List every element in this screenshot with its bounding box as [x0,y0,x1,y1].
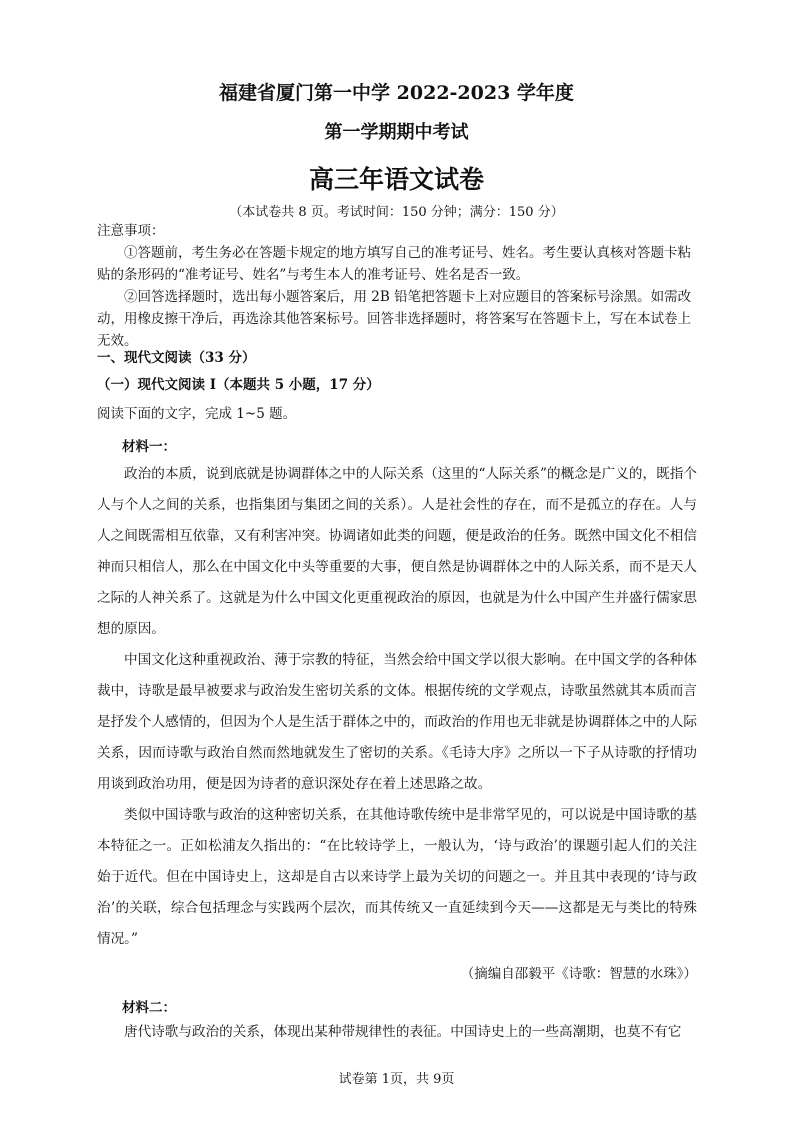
page-footer: 试卷第 1页，共 9页 [338,1072,455,1087]
notice-heading: 注意事项： [97,223,165,239]
exam-info: （本试卷共 8 页。考试时间：150 分钟；满分：150 分） [229,205,564,220]
material-1-source: （摘编自邵毅平《诗歌：智慧的水珠》） [460,966,697,982]
material-1-paragraph-3: 类似中国诗歌与政治的这种密切关系，在其他诗歌传统中是非常罕见的，可以说是中国诗歌的基本特征之一。正如松浦友久指出的：“在比较诗学上，一般认为，‘诗与政治’的课题引起人们的关注始于近代。但在中国诗史上，这却是自古以来诗学上最为关切的问题之一。并且其中表现的‘诗与政治’的关联，综合包括理念与实践两个层次，而其传统又一直延续到今天——这都是无与类比的特殊情况。” [97,807,697,947]
material-1-label: 材料一： [122,439,176,455]
exam-school-title: 福建省厦门第一中学 2022-2023 学年度 [219,82,574,104]
notice-item-1: ①答题前，考生务必在答题卡规定的地方填写自己的准考证号、姓名。考生要认真核对答题卡粘贴的条形码的“准考证号、姓名”与考生本人的准考证号、姓名是否一致。 [97,245,691,283]
material-2-label: 材料二： [122,1000,176,1016]
exam-subject-title: 高三年语文试卷 [308,165,484,194]
exam-term-title: 第一学期期中考试 [324,122,469,143]
section-heading: 一、现代文阅读（33 分） [97,350,256,366]
material-1-paragraph-2: 中国文化这种重视政治、薄于宗教的特征，当然会给中国文学以很大影响。在中国文学的各种体裁中，诗歌是最早被要求与政治发生密切关系的文体。根据传统的文学观点，诗歌虽然就其本质而言是抒发个人感情的，但因为个人是生活于群体之中的，而政治的作用也无非就是协调群体之中的人际关系，因而诗歌与政治自然而然地就发生了密切的关系。《毛诗大序》之所以一下子从诗歌的抒情功用谈到政治功用，便是因为诗者的意识深处存在着上述思路之故。 [97,652,697,792]
subsection-heading: （一）现代文阅读 I（本题共 5 小题，17 分） [97,377,380,393]
notice-item-2: ②回答选择题时，选出每小题答案后，用 2B 铅笔把答题卡上对应题目的答案标号涂黑。如需改动，用橡皮擦干净后，再选涂其他答案标号。回答非选择题时，将答案写在答题卡上，写在本试卷上无效。 [97,289,692,349]
reading-instruction: 阅读下面的文字，完成 1~5 题。 [97,406,297,422]
material-2-paragraph-1: 唐代诗歌与政治的关系，体现出某种带规律性的表征。中国诗史上的一些高潮期，也莫不有它 [124,1024,682,1040]
material-1-paragraph-1: 政治的本质，说到底就是协调群体之中的人际关系（这里的“人际关系”的概念是广义的，既指个人与个人之间的关系，也指集团与集团之间的关系）。人是社会性的存在，而不是孤立的存在。人与人之间既需相互依靠，又有利害冲突。协调诸如此类的问题，便是政治的任务。既然中国文化不相信神而只相信人，那么在中国文化中头等重要的大事，便自然是协调群体之中的人际关系，而不是天人之际的人神关系了。这就是为什么中国文化更重视政治的原因，也就是为什么中国产生并盛行儒家思想的原因。 [97,466,697,637]
